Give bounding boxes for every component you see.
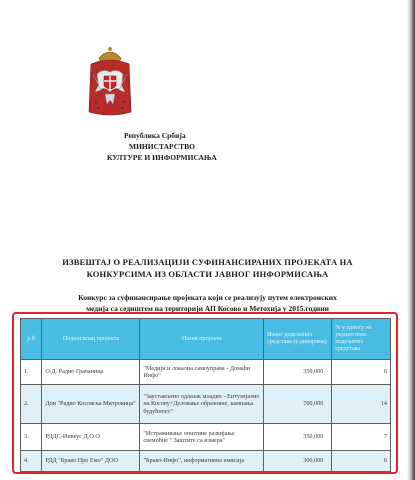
row-number: 1. [21, 360, 42, 385]
row-project: "Медији и локална самоуправа - Домаћи Инфо" [140, 360, 264, 385]
coat-of-arms-icon [85, 44, 135, 119]
report-title-line1: ИЗВЕШТАЈ О РЕАЛИЗАЦИЈИ СУФИНАНСИРАНИХ ПРОЈЕКАТА НА [62, 257, 353, 267]
row-percent: 7 [332, 424, 391, 451]
viewer-page-edge [407, 0, 415, 480]
row-project: "Заустављено одлазак младих - Ентузијазмо на Косову+Деловање образовне, кампања будућност" [140, 385, 264, 424]
row-applicant: РДД "Браво Про Емо" ДОО [42, 451, 140, 472]
header-percent: % у односу на укупно нове подељених средстава [332, 319, 391, 360]
ministry-label: МИНИСТАРСТВО [129, 142, 195, 151]
header-project: Назив пројекта [140, 319, 264, 360]
row-applicant: О.Д. Радио Грачаница [42, 360, 140, 385]
row-number: 4. [21, 451, 42, 472]
country-name: Република Србија [124, 131, 186, 140]
row-project: "Истраживање општине развијање свемоћне " Заштите са измера" [140, 424, 264, 451]
header-applicant: Подносилац пројекта [42, 319, 140, 360]
row-percent: 6 [332, 451, 391, 472]
highlight-frame [12, 312, 398, 474]
ministry-header [107, 130, 227, 163]
header-number: р.б [21, 319, 42, 360]
row-project: "Браво-Инфо", информативна емисија [140, 451, 264, 472]
competition-subtitle [20, 293, 395, 314]
row-amount: 350,000 [264, 360, 332, 385]
row-amount: 350,000 [264, 424, 332, 451]
row-number: 3. [21, 424, 42, 451]
ministry-name: КУЛТУРЕ И ИНФОРМИСАЊА [107, 153, 217, 162]
row-applicant: Дои "Радио Косовска Митровица" [42, 385, 140, 424]
subtitle-line1: Конкурс за суфинансирање пројеката који се реализују путем електронских [78, 293, 337, 302]
row-amount: 300,000 [264, 451, 332, 472]
row-percent: 14 [332, 385, 391, 424]
report-title [20, 256, 395, 280]
row-number: 2. [21, 385, 42, 424]
row-percent: 6 [332, 360, 391, 385]
row-amount: 700,000 [264, 385, 332, 424]
subtitle-line2: медија са седиштем на територији АП Косово и Метохија у 2015.години [86, 303, 329, 313]
row-applicant: РДДС-Инвеус Д.О.О [42, 424, 140, 451]
report-title-line2: КОНКУРСИМА ИЗ ОБЛАСТИ ЈАВНОГ ИНФОРМИСАЊА [86, 269, 329, 279]
header-amount: Износ додељених средстава (у динарима) [264, 319, 332, 360]
